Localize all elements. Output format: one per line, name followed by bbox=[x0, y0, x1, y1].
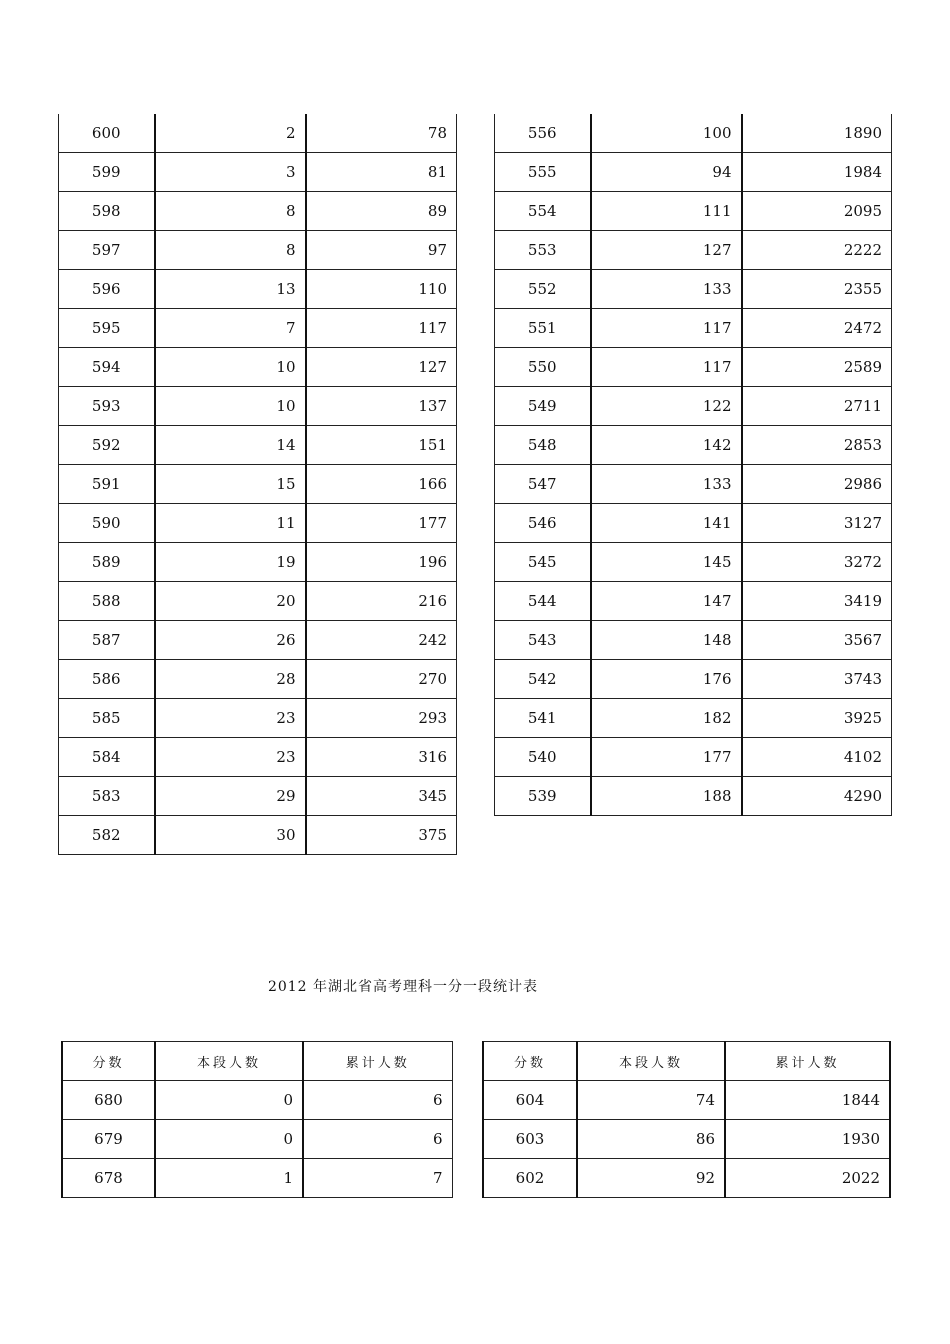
table-row bbox=[495, 582, 892, 621]
header-score: 分数 bbox=[62, 1042, 155, 1081]
table-row bbox=[495, 621, 892, 660]
segment-count-cell: 147 bbox=[591, 582, 742, 621]
cumulative-count-cell: 3272 bbox=[742, 543, 892, 582]
score-cell: 549 bbox=[495, 387, 591, 426]
cumulative-count-cell: 89 bbox=[306, 192, 457, 231]
cumulative-count-cell: 2022 bbox=[725, 1159, 890, 1198]
score-cell: 556 bbox=[495, 114, 591, 153]
segment-count-cell: 133 bbox=[591, 465, 742, 504]
score-cell: 591 bbox=[59, 465, 155, 504]
header-cumulative-count: 累计人数 bbox=[303, 1042, 452, 1081]
segment-count-cell: 30 bbox=[155, 816, 306, 855]
score-cell: 539 bbox=[495, 777, 591, 816]
score-cell: 599 bbox=[59, 153, 155, 192]
cumulative-count-cell: 137 bbox=[306, 387, 457, 426]
cumulative-count-cell: 127 bbox=[306, 348, 457, 387]
table-row bbox=[495, 309, 892, 348]
score-cell: 548 bbox=[495, 426, 591, 465]
segment-count-cell: 13 bbox=[155, 270, 306, 309]
score-cell: 595 bbox=[59, 309, 155, 348]
cumulative-count-cell: 2095 bbox=[742, 192, 892, 231]
header-cumulative-count: 累计人数 bbox=[725, 1042, 890, 1081]
score-cell: 554 bbox=[495, 192, 591, 231]
segment-count-cell: 8 bbox=[155, 231, 306, 270]
table-row bbox=[59, 660, 457, 699]
cumulative-count-cell: 1844 bbox=[725, 1081, 890, 1120]
score-cell: 542 bbox=[495, 660, 591, 699]
segment-count-cell: 117 bbox=[591, 348, 742, 387]
segment-count-cell: 0 bbox=[155, 1120, 303, 1159]
cumulative-count-cell: 345 bbox=[306, 777, 457, 816]
score-cell: 603 bbox=[483, 1120, 577, 1159]
header-score: 分数 bbox=[483, 1042, 577, 1081]
table-row bbox=[62, 1120, 452, 1159]
table-row bbox=[495, 738, 892, 777]
table-row bbox=[59, 543, 457, 582]
table-row bbox=[59, 582, 457, 621]
score-cell: 555 bbox=[495, 153, 591, 192]
score-cell: 590 bbox=[59, 504, 155, 543]
score-cell: 541 bbox=[495, 699, 591, 738]
segment-count-cell: 10 bbox=[155, 387, 306, 426]
cumulative-count-cell: 2711 bbox=[742, 387, 892, 426]
segment-count-cell: 8 bbox=[155, 192, 306, 231]
table-row bbox=[59, 426, 457, 465]
cumulative-count-cell: 1984 bbox=[742, 153, 892, 192]
cumulative-count-cell: 4290 bbox=[742, 777, 892, 816]
cumulative-count-cell: 375 bbox=[306, 816, 457, 855]
segment-count-cell: 92 bbox=[577, 1159, 725, 1198]
score-cell: 582 bbox=[59, 816, 155, 855]
cumulative-count-cell: 3419 bbox=[742, 582, 892, 621]
score-table-bottom-left bbox=[61, 1041, 453, 1198]
score-table-bottom-right bbox=[482, 1041, 891, 1198]
segment-count-cell: 100 bbox=[591, 114, 742, 153]
score-cell: 588 bbox=[59, 582, 155, 621]
cumulative-count-cell: 6 bbox=[303, 1081, 452, 1120]
segment-count-cell: 2 bbox=[155, 114, 306, 153]
score-table-top-right bbox=[494, 114, 892, 816]
score-cell: 543 bbox=[495, 621, 591, 660]
cumulative-count-cell: 3743 bbox=[742, 660, 892, 699]
segment-count-cell: 176 bbox=[591, 660, 742, 699]
segment-count-cell: 94 bbox=[591, 153, 742, 192]
cumulative-count-cell: 3127 bbox=[742, 504, 892, 543]
cumulative-count-cell: 78 bbox=[306, 114, 457, 153]
table-row bbox=[483, 1081, 890, 1120]
segment-count-cell: 0 bbox=[155, 1081, 303, 1120]
cumulative-count-cell: 7 bbox=[303, 1159, 452, 1198]
cumulative-count-cell: 3925 bbox=[742, 699, 892, 738]
score-cell: 600 bbox=[59, 114, 155, 153]
cumulative-count-cell: 166 bbox=[306, 465, 457, 504]
table-row bbox=[62, 1081, 452, 1120]
table-row bbox=[495, 465, 892, 504]
segment-count-cell: 141 bbox=[591, 504, 742, 543]
score-cell: 547 bbox=[495, 465, 591, 504]
score-table-top-left bbox=[58, 114, 457, 855]
table-row bbox=[495, 114, 892, 153]
table-row bbox=[62, 1159, 452, 1198]
score-cell: 546 bbox=[495, 504, 591, 543]
cumulative-count-cell: 97 bbox=[306, 231, 457, 270]
score-cell: 597 bbox=[59, 231, 155, 270]
score-cell: 544 bbox=[495, 582, 591, 621]
segment-count-cell: 28 bbox=[155, 660, 306, 699]
segment-count-cell: 148 bbox=[591, 621, 742, 660]
cumulative-count-cell: 242 bbox=[306, 621, 457, 660]
segment-count-cell: 133 bbox=[591, 270, 742, 309]
table-row bbox=[59, 699, 457, 738]
cumulative-count-cell: 1930 bbox=[725, 1120, 890, 1159]
segment-count-cell: 11 bbox=[155, 504, 306, 543]
segment-count-cell: 23 bbox=[155, 738, 306, 777]
segment-count-cell: 86 bbox=[577, 1120, 725, 1159]
cumulative-count-cell: 151 bbox=[306, 426, 457, 465]
score-cell: 587 bbox=[59, 621, 155, 660]
segment-count-cell: 145 bbox=[591, 543, 742, 582]
table-row bbox=[495, 192, 892, 231]
score-cell: 583 bbox=[59, 777, 155, 816]
score-cell: 545 bbox=[495, 543, 591, 582]
segment-count-cell: 127 bbox=[591, 231, 742, 270]
segment-count-cell: 14 bbox=[155, 426, 306, 465]
cumulative-count-cell: 6 bbox=[303, 1120, 452, 1159]
score-cell: 593 bbox=[59, 387, 155, 426]
table-row bbox=[59, 114, 457, 153]
table-row bbox=[495, 387, 892, 426]
score-cell: 589 bbox=[59, 543, 155, 582]
cumulative-count-cell: 270 bbox=[306, 660, 457, 699]
table-row bbox=[495, 231, 892, 270]
score-cell: 604 bbox=[483, 1081, 577, 1120]
segment-count-cell: 7 bbox=[155, 309, 306, 348]
cumulative-count-cell: 2222 bbox=[742, 231, 892, 270]
segment-count-cell: 23 bbox=[155, 699, 306, 738]
cumulative-count-cell: 316 bbox=[306, 738, 457, 777]
segment-count-cell: 10 bbox=[155, 348, 306, 387]
cumulative-count-cell: 2853 bbox=[742, 426, 892, 465]
segment-count-cell: 20 bbox=[155, 582, 306, 621]
table-row bbox=[495, 426, 892, 465]
cumulative-count-cell: 1890 bbox=[742, 114, 892, 153]
score-cell: 552 bbox=[495, 270, 591, 309]
table-row bbox=[495, 270, 892, 309]
score-cell: 678 bbox=[62, 1159, 155, 1198]
cumulative-count-cell: 196 bbox=[306, 543, 457, 582]
segment-count-cell: 19 bbox=[155, 543, 306, 582]
table-row bbox=[59, 231, 457, 270]
score-cell: 596 bbox=[59, 270, 155, 309]
table-row bbox=[59, 270, 457, 309]
table-row bbox=[59, 504, 457, 543]
segment-count-cell: 15 bbox=[155, 465, 306, 504]
score-cell: 553 bbox=[495, 231, 591, 270]
table-row bbox=[59, 309, 457, 348]
table-row bbox=[495, 543, 892, 582]
table-row bbox=[59, 621, 457, 660]
score-cell: 585 bbox=[59, 699, 155, 738]
segment-count-cell: 177 bbox=[591, 738, 742, 777]
score-cell: 602 bbox=[483, 1159, 577, 1198]
cumulative-count-cell: 2589 bbox=[742, 348, 892, 387]
cumulative-count-cell: 3567 bbox=[742, 621, 892, 660]
score-cell: 598 bbox=[59, 192, 155, 231]
table-row bbox=[495, 153, 892, 192]
segment-count-cell: 26 bbox=[155, 621, 306, 660]
cumulative-count-cell: 2355 bbox=[742, 270, 892, 309]
cumulative-count-cell: 216 bbox=[306, 582, 457, 621]
cumulative-count-cell: 81 bbox=[306, 153, 457, 192]
table-row bbox=[59, 387, 457, 426]
table-row bbox=[59, 348, 457, 387]
table-row bbox=[495, 348, 892, 387]
segment-count-cell: 111 bbox=[591, 192, 742, 231]
score-cell: 680 bbox=[62, 1081, 155, 1120]
table-row bbox=[59, 777, 457, 816]
cumulative-count-cell: 110 bbox=[306, 270, 457, 309]
score-cell: 592 bbox=[59, 426, 155, 465]
cumulative-count-cell: 4102 bbox=[742, 738, 892, 777]
table-row bbox=[59, 738, 457, 777]
table-row bbox=[495, 699, 892, 738]
cumulative-count-cell: 177 bbox=[306, 504, 457, 543]
header-row bbox=[483, 1042, 890, 1081]
score-cell: 594 bbox=[59, 348, 155, 387]
segment-count-cell: 1 bbox=[155, 1159, 303, 1198]
header-segment-count: 本段人数 bbox=[577, 1042, 725, 1081]
cumulative-count-cell: 2472 bbox=[742, 309, 892, 348]
segment-count-cell: 74 bbox=[577, 1081, 725, 1120]
cumulative-count-cell: 117 bbox=[306, 309, 457, 348]
table-row bbox=[59, 465, 457, 504]
cumulative-count-cell: 2986 bbox=[742, 465, 892, 504]
header-segment-count: 本段人数 bbox=[155, 1042, 303, 1081]
segment-count-cell: 182 bbox=[591, 699, 742, 738]
segment-count-cell: 142 bbox=[591, 426, 742, 465]
score-cell: 679 bbox=[62, 1120, 155, 1159]
segment-count-cell: 188 bbox=[591, 777, 742, 816]
segment-count-cell: 122 bbox=[591, 387, 742, 426]
segment-count-cell: 117 bbox=[591, 309, 742, 348]
cumulative-count-cell: 293 bbox=[306, 699, 457, 738]
score-cell: 540 bbox=[495, 738, 591, 777]
table-row bbox=[483, 1159, 890, 1198]
table-row bbox=[59, 153, 457, 192]
score-cell: 551 bbox=[495, 309, 591, 348]
table-row bbox=[483, 1120, 890, 1159]
score-cell: 584 bbox=[59, 738, 155, 777]
score-cell: 550 bbox=[495, 348, 591, 387]
segment-count-cell: 3 bbox=[155, 153, 306, 192]
table-row bbox=[59, 816, 457, 855]
header-row bbox=[62, 1042, 452, 1081]
table-row bbox=[495, 660, 892, 699]
table-row bbox=[495, 504, 892, 543]
section-title: 2012 年湖北省高考理科一分一段统计表 bbox=[267, 979, 539, 995]
table-row bbox=[59, 192, 457, 231]
segment-count-cell: 29 bbox=[155, 777, 306, 816]
table-row bbox=[495, 777, 892, 816]
score-cell: 586 bbox=[59, 660, 155, 699]
